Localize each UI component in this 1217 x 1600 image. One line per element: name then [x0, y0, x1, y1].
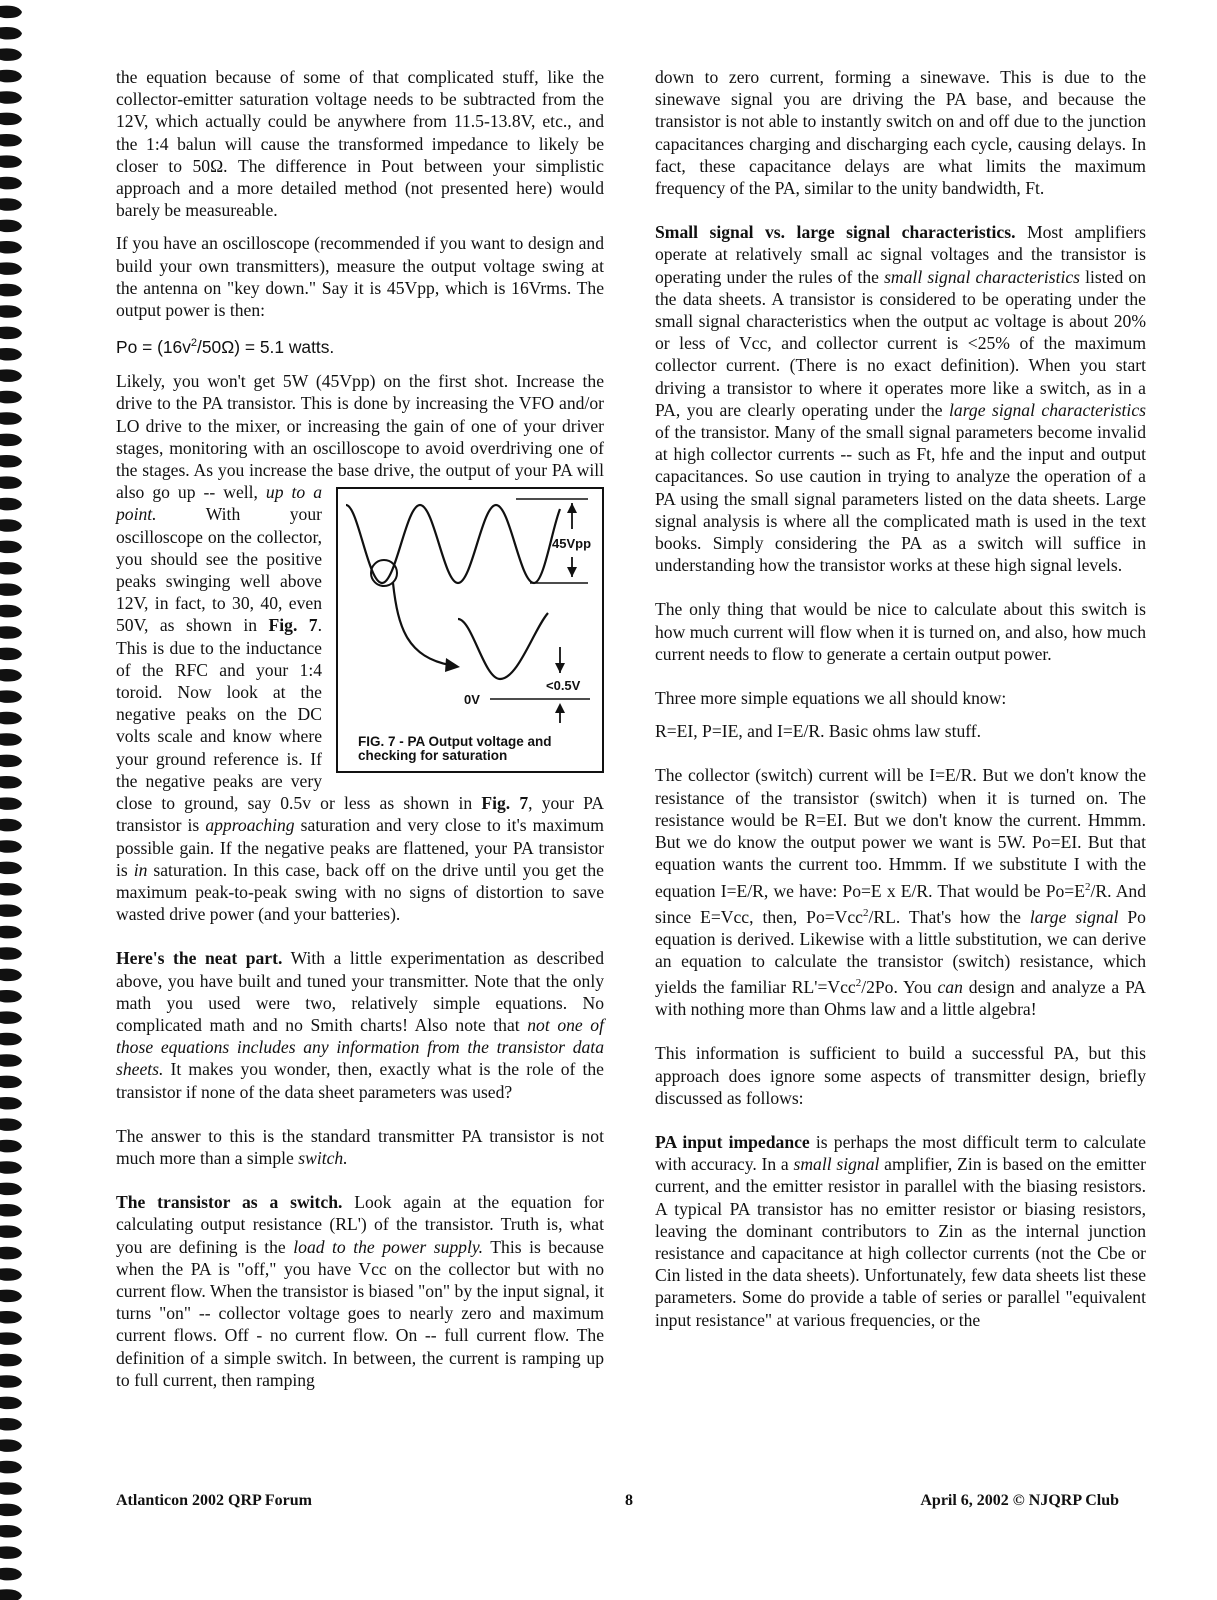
binding-coil	[0, 305, 22, 318]
binding-coil	[0, 155, 22, 168]
binding-coil	[0, 1439, 22, 1452]
binding-coil	[0, 1204, 22, 1217]
binding-coil	[0, 113, 22, 126]
binding-coil	[0, 1354, 22, 1367]
binding-coil	[0, 1097, 22, 1110]
binding-coil	[0, 1525, 22, 1538]
binding-coil	[0, 1183, 22, 1196]
binding-coil	[0, 733, 22, 746]
binding-coil	[0, 1290, 22, 1303]
binding-coil	[0, 562, 22, 575]
binding-coil	[0, 434, 22, 447]
binding-coil	[0, 1332, 22, 1345]
binding-coil	[0, 755, 22, 768]
binding-coil	[0, 369, 22, 382]
binding-coil	[0, 990, 22, 1003]
footer-event: Atlanticon 2002 QRP Forum	[116, 1492, 312, 1509]
binding-coil	[0, 1418, 22, 1431]
binding-coil	[0, 862, 22, 875]
binding-coil	[0, 819, 22, 832]
binding-coil	[0, 1076, 22, 1089]
figure-caption: FIG. 7 - PA Output voltage and checking for saturation	[358, 734, 552, 764]
binding-coil	[0, 541, 22, 554]
binding-coil	[0, 1546, 22, 1559]
binding-coil	[0, 27, 22, 40]
binding-coil	[0, 412, 22, 425]
binding-coil	[0, 1568, 22, 1581]
paragraph: PA input impedance is perhaps the most difficult term to calculate with accuracy. In a small signal amplifier, Zin is based on the emitter current, and the emitter resistor in parallel with the biasing resistors. A typical PA transistor has no emitter resistor or biasing resistors, leaving the dominant contributors to Zin as the internal junction resistance and capacitance at high collector currents (not the Cbe or Cin listed in the data sheets). Unfortunately, few data sheets list these parameters. Some do provide a table of series or parallel "equivalent input resistance" at various frequencies, or the	[655, 1131, 1146, 1330]
binding-coil	[0, 947, 22, 960]
binding-coil	[0, 519, 22, 532]
figure-7	[336, 487, 604, 773]
binding-coil	[0, 1118, 22, 1131]
paragraph: The only thing that would be nice to calculate about this switch is how much current will flow when it is turned on, and also, how much current needs to flow to generate a certain output power.	[655, 599, 1146, 664]
paragraph: Three more simple equations we all should know:	[655, 688, 1007, 709]
paragraph: The answer to this is the standard transmitter PA transistor is not much more than a simple switch.	[116, 1125, 604, 1168]
equation: $Po = (16v^2/50\Omega) = 5.1$ watts.	[116, 337, 335, 358]
label-under-0-5v: <0.5V	[546, 678, 581, 694]
waveform-diagram	[338, 489, 602, 771]
binding-coil	[0, 1311, 22, 1324]
binding-coil	[0, 883, 22, 896]
paragraph: Here's the neat part. With a little experimentation as described above, you have built and tuned your transmitter. Note that the only math you used were two, relatively simple equations. No complicated math and no Smith charts! Also note that not one of those equations includes any information from the transistor data sheets. It makes you wonder, then, exactly what is the role of the transistor if none of the data sheet parameters was used?	[116, 948, 604, 1102]
binding-coil	[0, 1011, 22, 1024]
binding-coil	[0, 1140, 22, 1153]
paragraph: down to zero current, forming a sinewave. This is due to the sinewave signal you are driving the PA base, and because the transistor is not able to instantly switch on and off due to the junction capacitances charging and discharging each cycle, causing delays. In fact, these capacitance delays are what limits the maximum frequency of the PA, similar to the unity bandwidth, Ft.	[655, 67, 1146, 199]
binding-coil	[0, 626, 22, 639]
binding-coil	[0, 583, 22, 596]
binding-coil	[0, 262, 22, 275]
binding-coil	[0, 648, 22, 661]
binding-coil	[0, 904, 22, 917]
scan-smudge	[560, 0, 620, 6]
binding-coil	[0, 220, 22, 233]
binding-coil	[0, 91, 22, 104]
paragraph: Likely, you won't get 5W (45Vpp) on the first shot. Increase the drive to the PA transistor. This is done by increasing the VFO and/or LO drive to the mixer, or increasing the gain of one of your driver stages, monitoring with an oscilloscope to avoid overdriving one of the stages. As you increase the base drive, the output of your PA will also go up -- well, 45Vpp 0V <0.5V FIG. 7 - PA Output voltage and checking for saturation up to a point. With your oscilloscope on the collector, you should see the positive peaks swinging well above 12V, in fact, to 30, 40, even 50V, as shown in Fig. 7. This is due to the inductance of the RFC and your 1:4 toroid. Now look at the negative peaks on the DC volts scale and know where your ground reference is. If the negative peaks are very close to ground, say 0.5v or less as shown in Fig. 7, your PA transistor is approaching saturation and very close to it's maximum possible gain. If the negative peaks are flattened, your PA transistor is in saturation. In this case, back off on the drive until you get the maximum peak-to-peak swing with no signs of distortion to save wasted drive power (and your batteries).	[116, 371, 604, 925]
binding-coil	[0, 134, 22, 147]
binding-coil	[0, 776, 22, 789]
paragraph: R=EI, P=IE, and I=E/R. Basic ohms law stuff.	[655, 721, 982, 742]
binding-coil	[0, 1225, 22, 1238]
binding-coil	[0, 1504, 22, 1517]
binding-coil	[0, 48, 22, 61]
binding-coil	[0, 605, 22, 618]
binding-coil	[0, 712, 22, 725]
binding-coil	[0, 1247, 22, 1260]
left-column	[116, 66, 604, 1402]
binding-coil	[0, 198, 22, 211]
binding-coil	[0, 1054, 22, 1067]
paragraph: The collector (switch) current will be I=E/R. But we don't know the resistance of the transistor (switch) when it is turned on. The resistance would be R=EI. But we don't know the current. Hmmm. But we do know the output power we want is 5W. Po=EI. But that equation wants the current too. Hmmm. If we substitute I with the equation I=E/R, we have: Po=E x E/R. That would be $Po=E^2/R$. And since E=Vcc, then, Po=Vcc$^2$/RL. That's how the large signal Po equation is derived. Likewise with a little substitution, we can derive an equation to calculate the transistor (switch) resistance, which yields the familiar RL'=Vcc$^2$/2Po. You can design and analyze a PA with nothing more than Ohms law and a little algebra!	[655, 765, 1146, 1020]
binding-coil	[0, 6, 22, 19]
binding-coil	[0, 669, 22, 682]
binding-coil	[0, 1375, 22, 1388]
binding-coil	[0, 1397, 22, 1410]
paragraph: This information is sufficient to build a successful PA, but this approach does ignore some aspects of transmitter design, briefly discussed as follows:	[655, 1043, 1146, 1108]
binding-coil	[0, 284, 22, 297]
footer-date-copyright: April 6, 2002 © NJQRP Club	[920, 1492, 1119, 1509]
paragraph: Small signal vs. large signal characteristics. Most amplifiers operate at relatively small ac signal voltages and the transistor is operating under the rules of the small signal characteristics listed on the data sheets. A transistor is considered to be operating under the small signal characteristics when the output ac voltage is about 20% or less of Vcc, and collector current is <25% of the maximum collector current. (There is no exact definition). When you start driving a transistor to where it operates more like a switch, as in a PA, you are clearly operating under the large signal characteristics of the transistor. Many of the small signal parameters become invalid at high collector currents -- such as Ft, hfe and the input and output capacitances. So use caution in trying to analyze the operation of a PA using the small signal parameters listed on the data sheets. Large signal analysis is where all the complicated math is used in the text books. Simply considering the PA as a switch will suffice in understanding how the transistor works at these high signal levels.	[655, 222, 1146, 576]
binding-coil	[0, 455, 22, 468]
paragraph: The transistor as a switch. Look again at the equation for calculating output resistance (RL') of the transistor. Truth is, what you are defining is the load to the power supply. This is because when the PA is "off," you have Vcc on the collector but with no current flow. When the transistor is biased "on" by the input signal, it turns "on" -- collector voltage goes to nearly zero and maximum current flows. Off - no current flow. On -- full current flow. The definition of a simple switch. In between, the current is ramping up to full current, then ramping	[116, 1192, 604, 1390]
binding-coil	[0, 177, 22, 190]
binding-coil	[0, 926, 22, 939]
binding-coil	[0, 1161, 22, 1174]
binding-coil	[0, 1461, 22, 1474]
binding-coil	[0, 70, 22, 83]
right-column	[655, 66, 1146, 1342]
binding-coil	[0, 797, 22, 810]
binding-coil	[0, 1482, 22, 1495]
binding-coil	[0, 476, 22, 489]
paragraph: the equation because of some of that complicated stuff, like the collector-emitter saturation voltage needs to be subtracted from the 12V, which actually could be anywhere from 11.5-13.8V, etc., and the 1:4 balun will cause the transformed impedance to likely be closer to 50Ω. The difference in Pout between your simplistic approach and a more detailed method (not presented here) would barely be measureable.	[116, 67, 604, 221]
binding-coil	[0, 348, 22, 361]
binding-coil	[0, 969, 22, 982]
spiral-binding	[0, 0, 28, 1600]
binding-coil	[0, 690, 22, 703]
label-0v: 0V	[464, 692, 480, 708]
binding-coil	[0, 1033, 22, 1046]
label-45vpp: 45Vpp	[552, 536, 592, 552]
paragraph: If you have an oscilloscope (recommended if you want to design and build your own transmitters), measure the output voltage swing at the antenna on "key down." Say it is 45Vpp, which is 16Vrms. The output power is then:	[116, 233, 604, 321]
page-number: 8	[625, 1492, 633, 1509]
binding-coil	[0, 1268, 22, 1281]
binding-coil	[0, 327, 22, 340]
binding-coil	[0, 1589, 22, 1600]
binding-coil	[0, 498, 22, 511]
binding-coil	[0, 241, 22, 254]
binding-coil	[0, 391, 22, 404]
binding-coil	[0, 840, 22, 853]
